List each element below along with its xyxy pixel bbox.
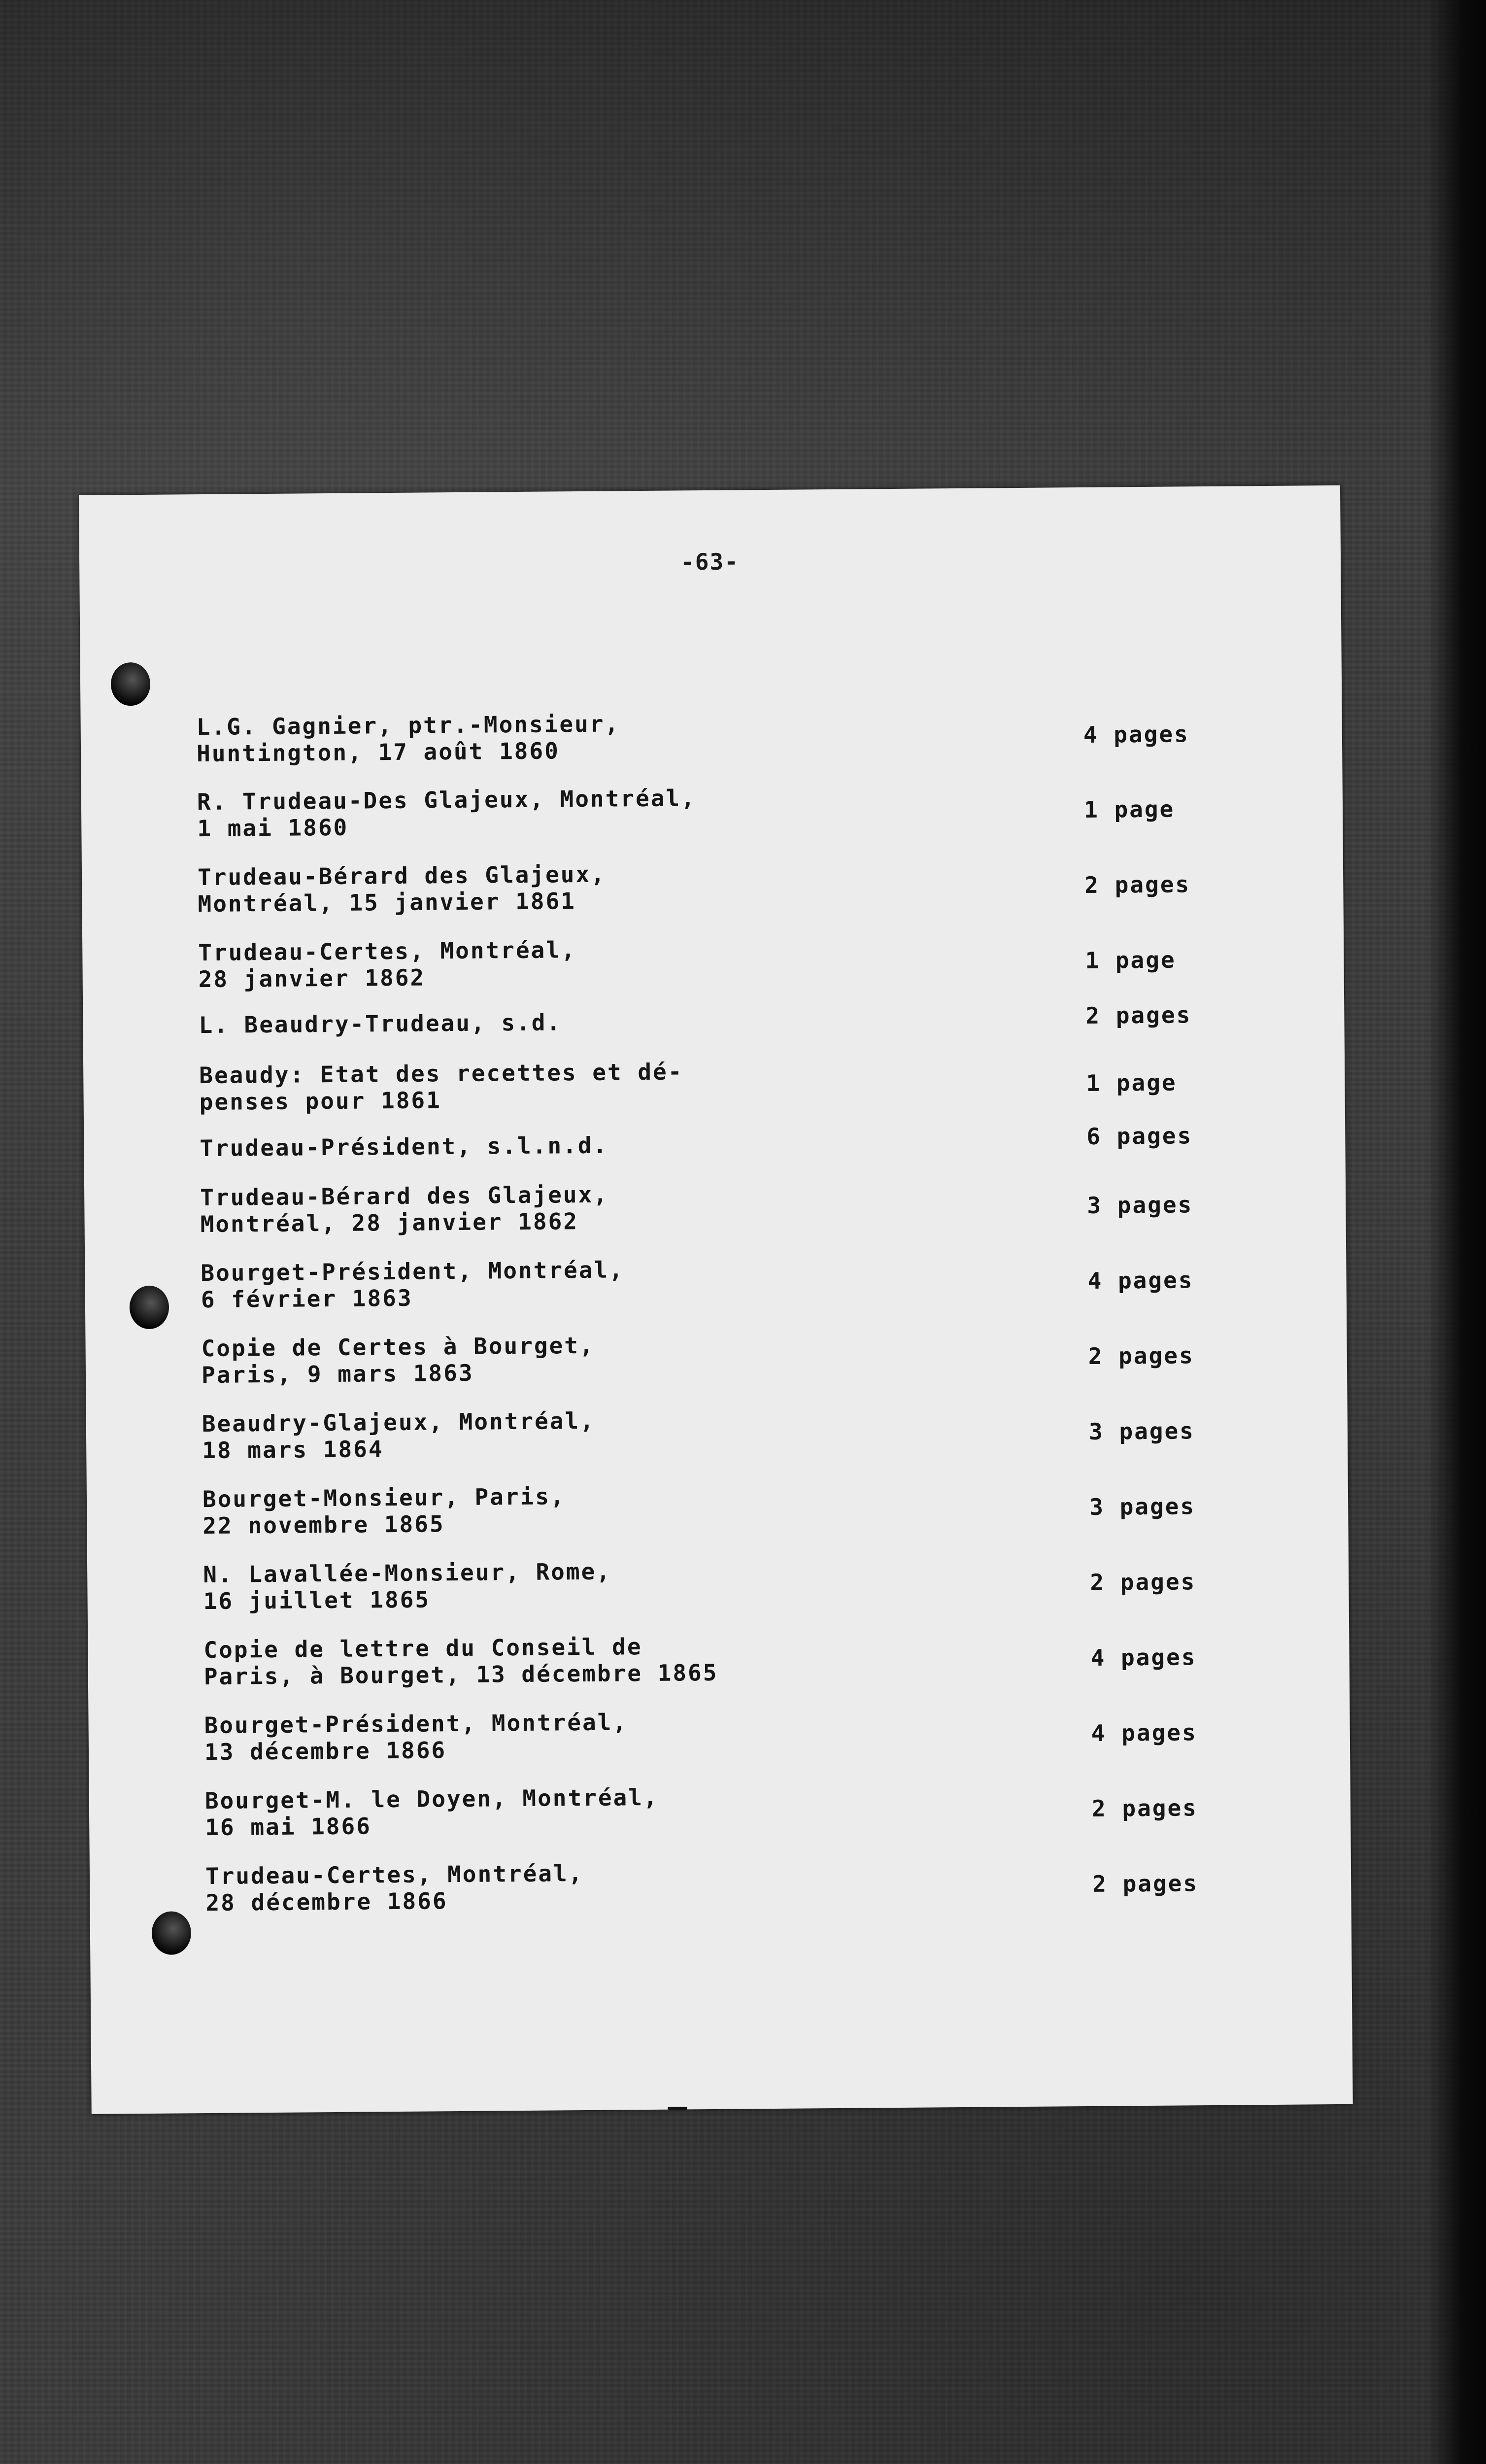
punch-hole-top xyxy=(111,662,151,706)
entry-description: Bourget-M. le Doyen, Montréal, 16 mai 1866 xyxy=(204,1783,659,1841)
entry-description: L.G. Gagnier, ptr.-Monsieur, Huntington, 17 août 1860 xyxy=(196,710,620,767)
entry-description: Copie de Certes à Bourget, Paris, 9 mars 1863 xyxy=(201,1332,595,1389)
entry-description: Copie de lettre du Conseil de Paris, à Bourget, 13 décembre 1865 xyxy=(203,1633,718,1690)
list-item xyxy=(203,1628,1287,1690)
list-item xyxy=(204,1779,1289,1841)
entry-page-count: 3 pages xyxy=(1087,1191,1193,1219)
list-item xyxy=(202,1402,1286,1464)
scanner-shadow xyxy=(0,0,1486,493)
entry-page-count: 2 pages xyxy=(1090,1568,1196,1596)
entry-page-count: 2 pages xyxy=(1084,871,1191,898)
entry-page-count: 1 page xyxy=(1086,1069,1177,1096)
entry-description: Beaudy: Etat des recettes et dé- penses pour 1861 xyxy=(199,1058,683,1116)
entry-page-count: 1 page xyxy=(1083,795,1175,823)
entry-description: Trudeau-Président, s.l.n.d. xyxy=(200,1131,608,1162)
list-item xyxy=(203,1553,1287,1615)
entry-page-count: 2 pages xyxy=(1091,1794,1198,1822)
entry-description: Bourget-Président, Montréal, 13 décembre 1866 xyxy=(204,1709,628,1766)
entry-description: Beaudry-Glajeux, Montréal, 18 mars 1864 xyxy=(202,1407,596,1464)
list-item xyxy=(200,1122,1283,1162)
entry-description: R. Trudeau-Des Glajeux, Montréal, 1 mai 1860 xyxy=(197,785,696,842)
list-item xyxy=(204,1704,1288,1766)
entry-page-count: 3 pages xyxy=(1088,1417,1195,1445)
list-item xyxy=(199,1054,1283,1116)
list-item xyxy=(197,780,1281,842)
entry-page-count: 4 pages xyxy=(1091,1719,1197,1746)
entry-description: Trudeau-Bérard des Glajeux, Montréal, 15 janvier 1861 xyxy=(197,860,607,918)
list-item xyxy=(199,1001,1283,1039)
entry-page-count: 4 pages xyxy=(1083,720,1189,749)
list-item xyxy=(201,1251,1284,1313)
entry-description: N. Lavallée-Monsieur, Rome, 16 juillet 1865 xyxy=(203,1558,612,1615)
entry-description: Trudeau-Certes, Montréal, 28 janvier 1862 xyxy=(198,936,576,993)
entry-page-count: 2 pages xyxy=(1085,1001,1192,1029)
entry-description: Trudeau-Certes, Montréal, 28 décembre 1866 xyxy=(205,1860,584,1916)
entry-description: Trudeau-Bérard des Glajeux, Montréal, 28 janvier 1862 xyxy=(200,1181,609,1238)
entry-page-count: 2 pages xyxy=(1092,1870,1199,1897)
entry-page-count: 3 pages xyxy=(1089,1493,1196,1520)
list-item xyxy=(196,705,1280,767)
entry-description: Bourget-Monsieur, Paris, 22 novembre 1865 xyxy=(202,1483,566,1540)
scanner-edge xyxy=(1427,0,1486,2464)
list-item xyxy=(200,1176,1284,1238)
entry-description: Bourget-Président, Montréal, 6 février 1863 xyxy=(201,1256,625,1313)
document-page xyxy=(79,485,1353,2114)
scan-artifact xyxy=(668,2107,687,2110)
list-item xyxy=(205,1854,1289,1916)
entry-description: L. Beaudry-Trudeau, s.d. xyxy=(199,1009,562,1039)
list-item xyxy=(202,1477,1286,1540)
list-item xyxy=(201,1327,1285,1389)
list-item xyxy=(197,856,1282,918)
entry-page-count: 1 page xyxy=(1085,946,1176,974)
entry-page-count: 4 pages xyxy=(1090,1643,1197,1671)
page-number: -63- xyxy=(680,548,740,576)
punch-hole-bottom xyxy=(152,1911,192,1955)
entry-page-count: 6 pages xyxy=(1086,1122,1193,1150)
list-item xyxy=(198,931,1282,993)
punch-hole-middle xyxy=(130,1286,169,1330)
entry-page-count: 4 pages xyxy=(1087,1266,1194,1294)
entry-page-count: 2 pages xyxy=(1088,1342,1194,1369)
